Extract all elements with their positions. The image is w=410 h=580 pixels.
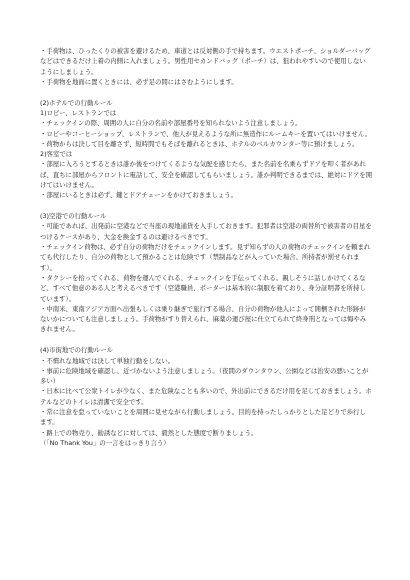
airport-section — [40, 211, 372, 335]
list-item: ・日本に比べて公衆トイレが少なく、また危険なことも多いので、外出前にできるだけ用を足しておきましょう。ホテルなどのトイレは清潔で安全です。 — [40, 387, 372, 406]
list-item: ・路上での物売り、勧誘などに対しては、毅然とした態度で断りましょう。 — [40, 428, 258, 437]
list-item: ・事前に危険地域を確認し、近づかないよう注意しましょう。（夜間のダウンタウン、公園などは治安の悪いことが多い） — [40, 366, 369, 386]
spacer — [40, 87, 372, 98]
spacer — [40, 335, 372, 346]
subsection-heading: 2)客室では — [40, 150, 73, 159]
list-item: ・部屋に入ろうとするときは誰か後をつけてくるような気配を感じたら、また名前を名乗らずドアを叩く者があれば、直ちに部屋からフロントに電話して、安全を確認してもらいましょう。誰か判明できるまでは、絶対にドアを開けてはいけません。 — [40, 160, 372, 190]
section-heading: (2)ホテルでの行動ルール — [40, 98, 113, 107]
subsection-heading: 1)ロビー、レストランでは — [40, 108, 117, 117]
list-item: ・部屋にいるときは必ず、鍵とドアチェーンをかけておきましょう。 — [40, 191, 238, 200]
list-item: ・ロビーやコーヒーショップ、レストランで、他人が見えるような所に無造作にルームキーを置いてはいけません。 — [40, 129, 372, 138]
list-item: ・チェックインの際、周囲の人に自分の名前や部屋番号を知られないよう注意しましょう。 — [40, 119, 302, 128]
list-item: ・荷物からは決して目を離さず、短時間でもそばを離れるときは、ホテルのベルカウンター等に預けましょう。 — [40, 139, 359, 148]
list-item: ・可能であれば、出発前に空港などで当座の現地通貨を入手しておきます。犯罪者は空港の両替所で被害者の目星をつけるケースがあり、大金を換金するのは避けるべきです。 — [40, 222, 372, 241]
list-item: ・手荷物を地面に置くときには、必ず足の間にはさむようにします。 — [40, 77, 238, 86]
list-item: ・不慣れな地域では決して単独行動をしない。 — [40, 356, 175, 365]
list-item: （「No Thank You」の一言をはっきり言う） — [40, 438, 170, 447]
city-section — [40, 345, 372, 448]
spacer — [40, 201, 372, 212]
list-item: ・タクシーを拾ってくれる、荷物を運んでくれる、チェックインを手伝ってくれる。親しそうに話しかけてくるなど、すべて他意のある人と考えるべきです（空港職員、ポーターは基本的に制服を着ており、身分証明書を所持しています）。 — [40, 273, 366, 303]
intro-section — [40, 46, 372, 87]
list-item: ・常に注意を怠っていないことを周囲に見せながら行動しましょう。目的を持ったしっかりとした足どりで歩行します。 — [40, 408, 366, 427]
list-item: ・中南米、東南アジア方面へ出張もしくは乗り継ぎで旅行する場合、自分の荷物が他人によって開梱された形跡がないかについても注意しましょう。手荷物がすり替えられ、麻薬の運び屋に仕立てられて終身刑となっては悔やみきれません。 — [40, 304, 367, 334]
hotel-section — [40, 98, 372, 201]
list-item: ・チェックイン荷物は、必ず自分の荷物だけをチェックインします。見ず知らずの人の荷物のチェックインを頼まれても代行したり、自分の荷物として預かることは危険です（禁制品などが入っていた場合、所持者が罰せられます）。 — [40, 243, 371, 272]
list-item: ・手荷物は、ひったくりの被害を避けるため、車道とは反対側の手で持ちます。ウエストポーチ、ショルダーバッグなどはできるだけ上着の内側に入れましょう。男性用セカンドバッグ（ポーチ）は、狙われやすいので使用しないようにしましょう。 — [40, 47, 371, 76]
section-heading: (4)市街地での行動ルール — [40, 346, 113, 355]
section-heading: (3)空港での行動ルール — [40, 212, 107, 221]
